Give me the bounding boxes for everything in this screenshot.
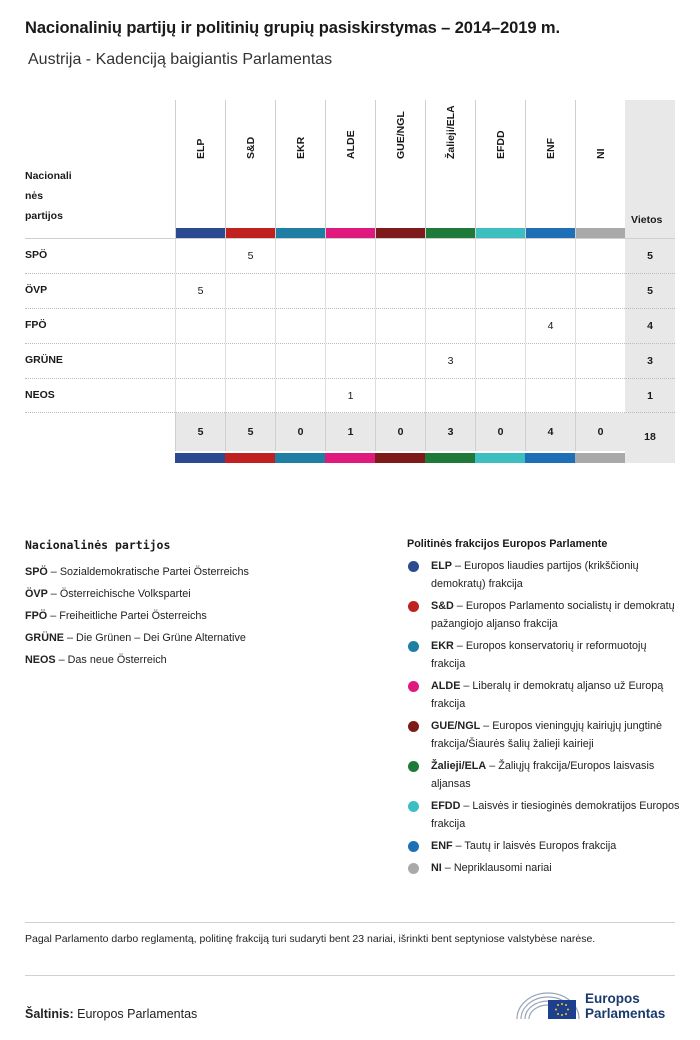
group-color-dot-icon xyxy=(408,863,419,874)
parliament-hemicycle-icon xyxy=(515,985,581,1025)
seat-cell xyxy=(225,379,275,413)
group-legend-abbr: S&D xyxy=(431,600,454,612)
seat-cell xyxy=(375,379,425,413)
group-color-bar xyxy=(275,453,325,463)
group-color-bar xyxy=(525,453,575,463)
group-color-bar xyxy=(475,453,525,463)
seat-cell xyxy=(375,309,425,343)
group-legend-name: Europos vieningųjų kairiųjų jungtinė frakcija/Šiaurės šalių žalieji kairieji xyxy=(431,720,663,750)
group-color-bar xyxy=(575,453,625,463)
group-column-header xyxy=(175,100,225,238)
page-subtitle: Austrija - Kadenciją baigiantis Parlamentas xyxy=(28,51,333,68)
group-legend-item: EKR – Europos konservatorių ir reformuotojų frakcija xyxy=(407,637,682,673)
group-legend-item: S&D – Europos Parlamento socialistų ir demokratų pažangiojo aljanso frakcija xyxy=(407,597,682,633)
group-legend-item: GUE/NGL – Europos vieningųjų kairiųjų jungtinė frakcija/Šiaurės šalių žalieji kairieji xyxy=(407,717,682,753)
table-row xyxy=(25,273,675,308)
seat-cell xyxy=(375,344,425,378)
group-color-strip xyxy=(175,453,625,463)
group-column-header xyxy=(475,100,525,238)
row-total: 3 xyxy=(625,344,675,379)
distribution-table xyxy=(25,100,675,464)
row-total: 5 xyxy=(625,274,675,309)
divider xyxy=(25,975,675,976)
group-color-bar xyxy=(326,228,375,238)
party-legend-name: Freiheitliche Partei Österreichs xyxy=(59,610,207,622)
group-legend-name: Žaliųjų frakcija/Europos laisvasis aljansas xyxy=(431,760,655,790)
seat-cell xyxy=(525,344,575,378)
party-legend-abbr: NEOS xyxy=(25,654,56,666)
group-column-label: ENF xyxy=(544,138,557,159)
group-legend-name: Tautų ir laisvės Europos frakcija xyxy=(464,840,617,852)
group-color-bar xyxy=(225,453,275,463)
group-legend-item: EFDD – Laisvės ir tiesioginės demokratijos Europos frakcija xyxy=(407,797,682,833)
party-legend-name: Österreichische Volkspartei xyxy=(59,588,191,600)
party-legend-abbr: ÖVP xyxy=(25,588,48,600)
seat-cell xyxy=(225,309,275,343)
group-color-bar xyxy=(526,228,575,238)
group-column-header xyxy=(575,100,625,238)
group-column-label: EFDD xyxy=(494,130,507,159)
seat-cell xyxy=(175,379,225,413)
party-header-line: partijos xyxy=(25,210,63,222)
group-column-label: ELP xyxy=(194,138,207,159)
footnote: Pagal Parlamento darbo reglamentą, politinę frakciją turi sudaryti bent 23 nariai, išrinkti bent septyniose valstybėse narėse. xyxy=(25,933,596,945)
group-legend-item: NI – Nepriklausomi nariai xyxy=(407,859,682,877)
group-total-cell: 1 xyxy=(325,413,375,451)
group-legend-abbr: NI xyxy=(431,862,442,874)
seat-cell xyxy=(275,379,325,413)
party-legend-name: Die Grünen – Dei Grüne Alternative xyxy=(76,632,246,644)
group-column-header xyxy=(525,100,575,238)
group-legend-abbr: ENF xyxy=(431,840,453,852)
seat-cell: 4 xyxy=(525,309,575,343)
group-color-bar xyxy=(576,228,625,238)
political-groups-legend-title: Politinės frakcijos Europos Parlamente xyxy=(407,538,608,550)
seat-cell xyxy=(425,239,475,273)
seat-cell xyxy=(325,344,375,378)
seat-cell xyxy=(575,309,625,343)
row-total: 5 xyxy=(625,239,675,274)
page-title: Nacionalinių partijų ir politinių grupių pasiskirstymas – 2014–2019 m. xyxy=(25,19,560,37)
seat-cell xyxy=(525,274,575,308)
party-legend-item: GRÜNE – Die Grünen – Dei Grüne Alternative xyxy=(25,632,246,644)
party-name: FPÖ xyxy=(25,319,47,331)
logo-text xyxy=(585,991,665,1021)
party-name: NEOS xyxy=(25,389,55,401)
european-parliament-logo xyxy=(515,985,680,1025)
group-legend-item: ENF – Tautų ir laisvės Europos frakcija xyxy=(407,837,682,855)
seat-cell xyxy=(525,239,575,273)
group-color-bar xyxy=(175,453,225,463)
group-color-dot-icon xyxy=(408,841,419,852)
seat-cell xyxy=(475,239,525,273)
seat-cell xyxy=(275,344,325,378)
party-name: GRÜNE xyxy=(25,354,63,366)
seat-cell: 5 xyxy=(225,239,275,273)
group-color-bar xyxy=(376,228,425,238)
group-legend-name: Laisvės ir tiesioginės demokratijos Europos frakcija xyxy=(431,800,680,830)
party-header-line: nės xyxy=(25,190,44,202)
group-color-bar xyxy=(426,228,475,238)
national-parties-legend xyxy=(25,538,365,671)
group-column-header xyxy=(425,100,475,238)
party-column-header xyxy=(25,166,95,226)
group-total-cell: 5 xyxy=(225,413,275,451)
seat-cell xyxy=(325,239,375,273)
group-column-label: ALDE xyxy=(344,130,357,159)
party-legend-abbr: GRÜNE xyxy=(25,632,64,644)
table-row xyxy=(25,238,675,273)
seat-cell xyxy=(175,309,225,343)
group-color-dot-icon xyxy=(408,641,419,652)
group-color-dot-icon xyxy=(408,761,419,772)
group-legend-name: Europos konservatorių ir reformuotojų frakcija xyxy=(431,640,647,670)
group-color-bar xyxy=(226,228,275,238)
group-legend-abbr: Žalieji/ELA xyxy=(431,760,487,772)
seat-cell xyxy=(575,379,625,413)
group-color-bar xyxy=(176,228,225,238)
seat-cell xyxy=(275,239,325,273)
group-legend-abbr: EKR xyxy=(431,640,454,652)
party-legend-name: Das neue Österreich xyxy=(67,654,167,666)
table-row xyxy=(25,343,675,378)
group-legend-abbr: ELP xyxy=(431,560,452,572)
party-name: SPÖ xyxy=(25,249,48,261)
group-column-label: GUE/NGL xyxy=(394,111,407,159)
group-column-header xyxy=(375,100,425,238)
seat-cell xyxy=(425,274,475,308)
seat-cell xyxy=(225,274,275,308)
seat-cell xyxy=(275,309,325,343)
seat-cell xyxy=(375,274,425,308)
table-row xyxy=(25,378,675,413)
logo-text-line: Parlamentas xyxy=(585,1006,666,1021)
seat-cell xyxy=(275,274,325,308)
seat-cell: 5 xyxy=(175,274,225,308)
grand-total: 18 xyxy=(625,413,675,463)
seats-column-header xyxy=(625,100,675,238)
group-total-cell: 0 xyxy=(575,413,625,451)
party-legend-abbr: SPÖ xyxy=(25,566,48,578)
party-header-line: Nacionali xyxy=(25,170,72,182)
seat-cell xyxy=(325,274,375,308)
seat-cell xyxy=(425,379,475,413)
group-color-bar xyxy=(476,228,525,238)
seat-cell xyxy=(575,239,625,273)
seat-cell xyxy=(575,274,625,308)
seat-cell xyxy=(475,309,525,343)
group-legend-item: ALDE – Liberalų ir demokratų aljanso už Europą frakcija xyxy=(407,677,682,713)
group-color-dot-icon xyxy=(408,561,419,572)
seat-cell xyxy=(175,344,225,378)
seat-cell: 3 xyxy=(425,344,475,378)
party-legend-abbr: FPÖ xyxy=(25,610,48,622)
seat-cell xyxy=(425,309,475,343)
group-total-cell: 0 xyxy=(475,413,525,451)
seat-cell xyxy=(475,344,525,378)
logo-text-line: Europos xyxy=(585,991,640,1006)
group-color-dot-icon xyxy=(408,681,419,692)
party-legend-item: FPÖ – Freiheitliche Partei Österreichs xyxy=(25,610,207,622)
seat-cell xyxy=(325,309,375,343)
seat-cell: 1 xyxy=(325,379,375,413)
group-column-label: S&D xyxy=(244,136,257,159)
party-legend-item: NEOS – Das neue Österreich xyxy=(25,654,167,666)
table-row xyxy=(25,308,675,343)
group-total-cell: 5 xyxy=(175,413,225,451)
group-color-bar xyxy=(375,453,425,463)
group-color-bar xyxy=(325,453,375,463)
national-parties-legend-title: Nacionalinės partijos xyxy=(25,538,171,552)
source-label: Šaltinis: xyxy=(25,1007,74,1021)
group-color-bar xyxy=(276,228,325,238)
group-legend-item: ELP – Europos liaudies partijos (krikščionių demokratų) frakcija xyxy=(407,557,682,593)
group-color-bar xyxy=(425,453,475,463)
seat-cell xyxy=(375,239,425,273)
party-legend-name: Sozialdemokratische Partei Österreichs xyxy=(59,566,249,578)
seats-header-label: Vietos xyxy=(631,214,663,226)
group-totals-row xyxy=(175,413,625,451)
group-column-label: Žalieji/ELA xyxy=(444,105,457,159)
group-total-cell: 4 xyxy=(525,413,575,451)
group-legend-name: Europos liaudies partijos (krikščionių demokratų) frakcija xyxy=(431,560,639,590)
seat-cell xyxy=(175,239,225,273)
group-column-label: EKR xyxy=(294,136,307,159)
seat-cell xyxy=(475,379,525,413)
group-total-cell: 0 xyxy=(375,413,425,451)
group-column-label: NI xyxy=(594,148,607,159)
source-line xyxy=(25,1007,197,1021)
party-legend-item: SPÖ – Sozialdemokratische Partei Österreichs xyxy=(25,566,249,578)
seat-cell xyxy=(475,274,525,308)
divider xyxy=(25,922,675,923)
group-color-dot-icon xyxy=(408,801,419,812)
group-legend-name: Nepriklausomi nariai xyxy=(453,862,552,874)
group-legend-name: Liberalų ir demokratų aljanso už Europą frakcija xyxy=(431,680,664,710)
group-legend-abbr: GUE/NGL xyxy=(431,720,481,732)
party-legend-item: ÖVP – Österreichische Volkspartei xyxy=(25,588,191,600)
group-legend-abbr: ALDE xyxy=(431,680,461,692)
group-legend-name: Europos Parlamento socialistų ir demokratų pažangiojo aljanso frakcija xyxy=(431,600,675,630)
seat-cell xyxy=(575,344,625,378)
seat-cell xyxy=(225,344,275,378)
group-total-cell: 3 xyxy=(425,413,475,451)
party-name: ÖVP xyxy=(25,284,48,296)
group-legend-abbr: EFDD xyxy=(431,800,461,812)
group-color-dot-icon xyxy=(408,721,419,732)
group-color-dot-icon xyxy=(408,601,419,612)
seat-cell xyxy=(525,379,575,413)
group-column-header xyxy=(325,100,375,238)
row-total: 1 xyxy=(625,379,675,414)
row-total: 4 xyxy=(625,309,675,344)
source-value: Europos Parlamentas xyxy=(77,1007,198,1021)
group-total-cell: 0 xyxy=(275,413,325,451)
political-groups-legend xyxy=(407,538,682,881)
group-column-header xyxy=(225,100,275,238)
group-legend-item: Žalieji/ELA – Žaliųjų frakcija/Europos laisvasis aljansas xyxy=(407,757,682,793)
group-column-header xyxy=(275,100,325,238)
